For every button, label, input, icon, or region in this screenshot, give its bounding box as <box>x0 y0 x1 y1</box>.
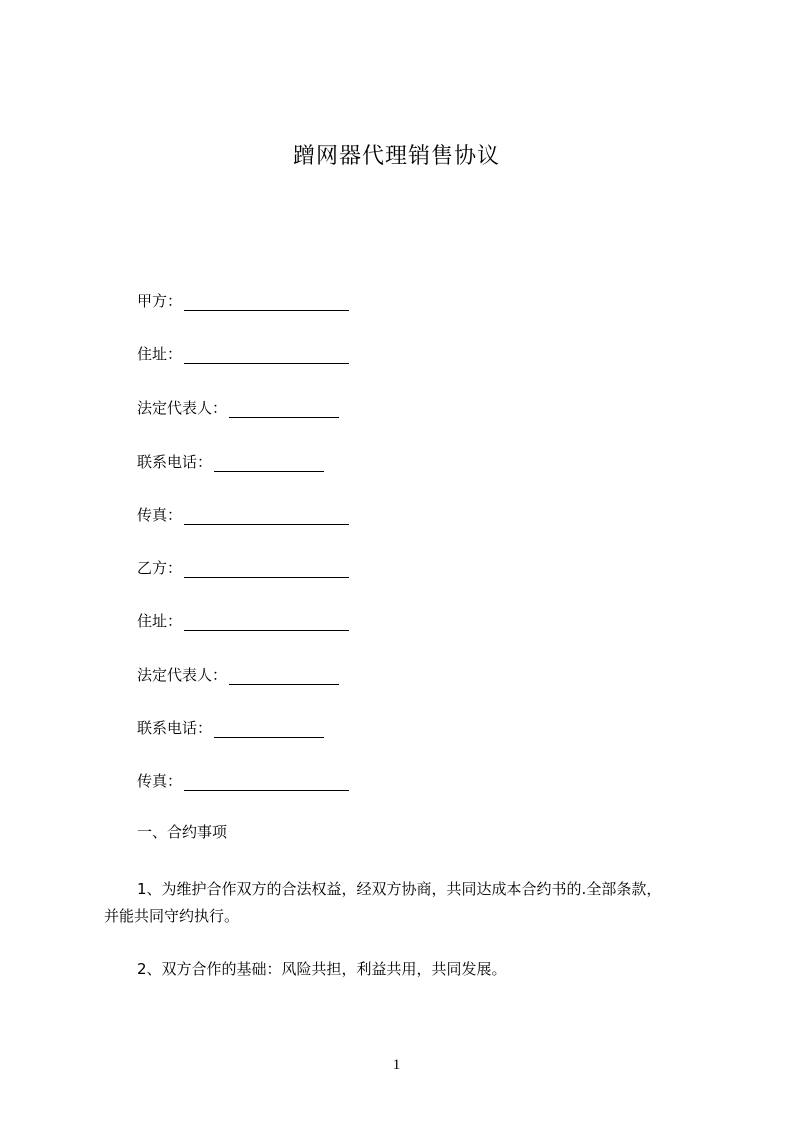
party-b-representative-blank[interactable] <box>229 667 339 685</box>
party-a-fax-field <box>137 505 349 525</box>
party-a-phone-label: 联系电话： <box>137 453 213 471</box>
party-b-name-label: 乙方： <box>137 559 183 577</box>
party-b-phone-label: 联系电话： <box>137 719 213 737</box>
section-1-heading: 一、合约事项 <box>137 823 228 841</box>
party-b-address-label: 住址： <box>137 612 183 630</box>
party-a-name-blank[interactable] <box>184 293 349 311</box>
party-a-name-field <box>137 291 349 311</box>
party-a-representative-blank[interactable] <box>229 400 339 418</box>
party-a-address-blank[interactable] <box>184 346 349 364</box>
clause-1-paragraph <box>104 876 696 930</box>
party-a-fax-label: 传真： <box>137 506 183 524</box>
clause-2-paragraph <box>104 956 696 983</box>
party-a-phone-field <box>137 452 324 472</box>
party-a-address-field <box>137 344 349 364</box>
party-b-fax-label: 传真： <box>137 772 183 790</box>
party-b-phone-blank[interactable] <box>214 720 324 738</box>
clause-2-text: 2、双方合作的基础：风险共担，利益共用，共同发展。 <box>137 960 507 978</box>
party-b-name-blank[interactable] <box>184 560 349 578</box>
party-a-representative-label: 法定代表人： <box>137 399 228 417</box>
party-b-name-field <box>137 558 349 578</box>
party-b-fax-blank[interactable] <box>184 773 349 791</box>
party-b-phone-field <box>137 718 324 738</box>
party-a-representative-field <box>137 398 339 418</box>
party-a-fax-blank[interactable] <box>184 507 349 525</box>
party-a-address-label: 住址： <box>137 345 183 363</box>
clause-1-line-2: 并能共同守约执行。 <box>104 907 240 925</box>
clause-1-line-1-text: 1、为维护合作双方的合法权益，经双方协商，共同达成本合约书的.全部条款， <box>137 880 662 898</box>
party-b-address-blank[interactable] <box>184 613 349 631</box>
party-b-representative-field <box>137 665 339 685</box>
party-b-representative-label: 法定代表人： <box>137 666 228 684</box>
party-b-address-field <box>137 611 349 631</box>
clause-1-line-1 <box>104 876 696 903</box>
page-number: 1 <box>392 1057 401 1073</box>
document-title: 蹭网器代理销售协议 <box>292 144 500 169</box>
party-a-phone-blank[interactable] <box>214 454 324 472</box>
party-a-name-label: 甲方： <box>137 292 183 310</box>
party-b-fax-field <box>137 771 349 791</box>
